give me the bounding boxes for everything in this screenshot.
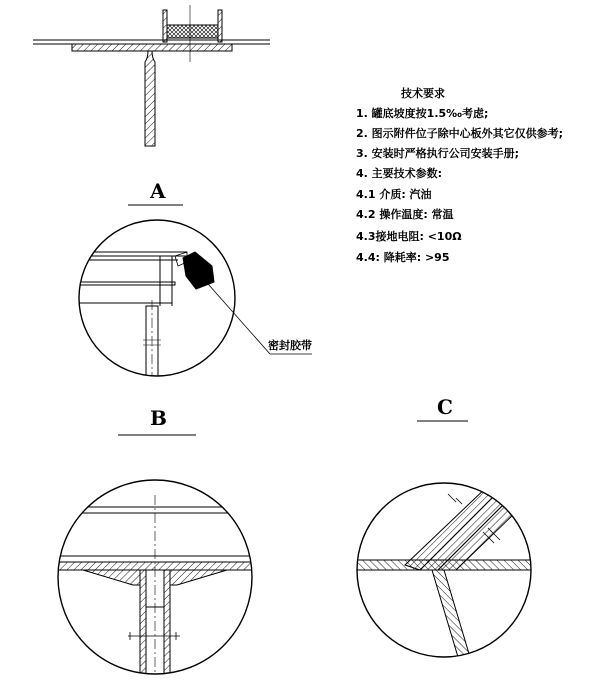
note-4-1: 4.1 介质: 汽油: [356, 188, 432, 201]
detail-a-label: A: [150, 179, 166, 203]
detail-a-circle: [60, 220, 312, 386]
note-2: 2. 图示附件位子除中心板外其它仅供参考;: [356, 127, 564, 140]
technical-notes: [356, 86, 563, 264]
note-4-4: 4.4: 降耗率: >95: [356, 251, 450, 264]
detail-b-circle: [55, 480, 255, 676]
sealing-tape-callout: 密封胶带: [268, 339, 312, 352]
note-4: 4. 主要技术参数:: [356, 167, 443, 180]
notes-title: 技术要求: [401, 87, 445, 100]
detail-c-label: C: [437, 395, 453, 419]
note-4-3: 4.3接地电阻: <10Ω: [356, 230, 462, 243]
note-4-2: 4.2 操作温度: 常温: [356, 208, 454, 221]
note-3: 3. 安装时严格执行公司安装手册;: [356, 147, 520, 160]
detail-c-circle: [355, 483, 535, 657]
detail-b-label: B: [150, 406, 167, 430]
note-1: 1. 罐底坡度按1.5‰考虑;: [356, 107, 489, 120]
top-section-view: [33, 5, 270, 146]
